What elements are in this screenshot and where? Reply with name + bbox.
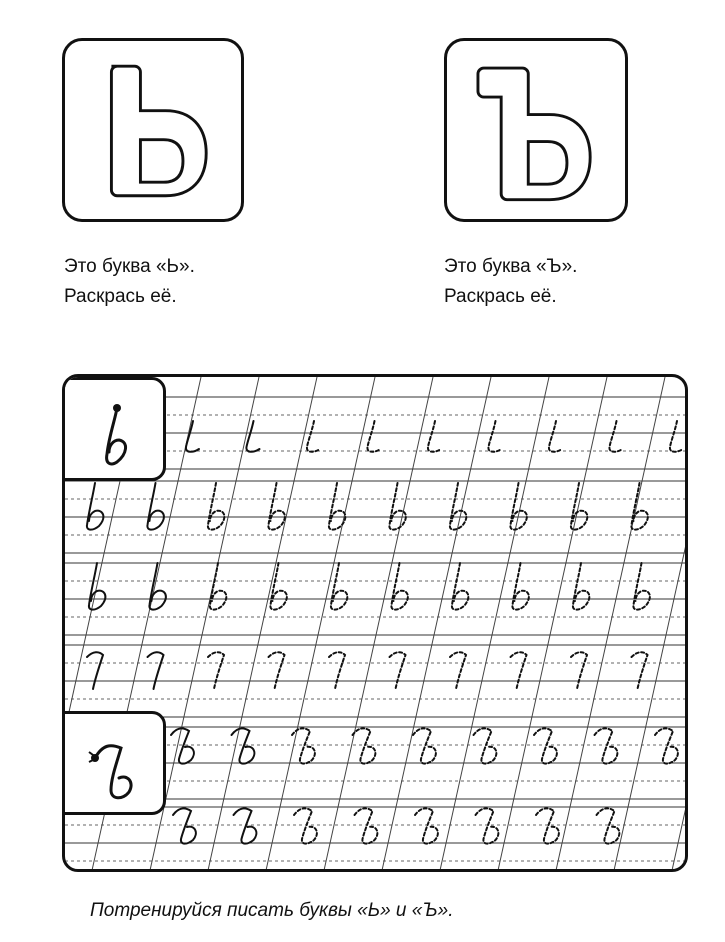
practice-glyph-soft-stroke: [428, 421, 441, 452]
practice-glyph-hard-sign: [232, 728, 255, 763]
practice-glyph-hard-sign: [474, 728, 497, 763]
practice-glyph-hard-sign: [173, 808, 196, 843]
practice-glyph-hard-stroke: [632, 652, 648, 689]
soft-sign-cursive-model-icon: [65, 380, 163, 478]
practice-glyph-hard-stroke: [450, 652, 466, 689]
practice-glyph-hard-stroke: [329, 652, 345, 689]
practice-glyph-hard-sign: [597, 808, 620, 843]
soft-sign-card: [62, 38, 244, 222]
instruction-text: Потренируйся писать буквы «Ь» и «Ъ».: [90, 900, 454, 921]
practice-glyph-hard-sign: [292, 728, 315, 763]
practice-glyph-hard-stroke: [148, 652, 164, 689]
soft-sign-caption-line1: Это буква «Ь».: [64, 256, 195, 277]
practice-glyph-hard-sign: [536, 808, 559, 843]
hard-sign-cursive-model-icon: [65, 714, 163, 812]
practice-glyph-hard-stroke: [208, 652, 224, 689]
practice-glyph-hard-stroke: [571, 652, 587, 689]
practice-glyph-soft-sign: [149, 563, 165, 610]
practice-glyph-hard-stroke: [269, 652, 285, 689]
practice-glyph-soft-sign: [633, 563, 649, 610]
soft-sign-outline-letter[interactable]: [65, 41, 241, 219]
practice-glyph-hard-sign: [534, 728, 557, 763]
hard-sign-card: [444, 38, 628, 222]
practice-glyph-hard-stroke: [511, 652, 527, 689]
soft-sign-model-tab: [62, 377, 166, 481]
practice-glyph-soft-sign: [389, 483, 405, 530]
hard-sign-model-tab: [62, 711, 166, 815]
practice-glyph-soft-stroke: [367, 421, 380, 452]
practice-glyph-soft-sign: [329, 483, 345, 530]
practice-glyph-soft-stroke: [488, 421, 501, 452]
practice-glyph-soft-sign: [512, 563, 528, 610]
practice-glyph-hard-sign: [353, 728, 376, 763]
practice-glyph-soft-stroke: [549, 421, 562, 452]
practice-glyph-hard-sign: [476, 808, 499, 843]
soft-sign-caption-line2: Раскрась её.: [64, 286, 177, 307]
practice-glyph-soft-stroke: [670, 421, 683, 452]
practice-glyph-soft-sign: [331, 563, 347, 610]
practice-glyph-soft-stroke: [609, 421, 622, 452]
practice-glyph-soft-sign: [270, 563, 286, 610]
practice-glyph-hard-sign: [413, 728, 436, 763]
practice-glyph-hard-sign: [294, 808, 317, 843]
hard-sign-outline-letter[interactable]: [447, 41, 625, 219]
hard-sign-caption: [444, 252, 577, 312]
soft-sign-caption: [64, 252, 195, 312]
practice-glyph-soft-sign: [571, 483, 587, 530]
hard-sign-caption-line1: Это буква «Ъ».: [444, 256, 578, 277]
practice-glyph-soft-sign: [452, 563, 468, 610]
practice-glyph-hard-stroke: [390, 652, 406, 689]
hard-sign-caption-line2: Раскрась её.: [444, 286, 557, 307]
practice-glyph-hard-sign: [655, 728, 678, 763]
practice-glyph-soft-sign: [147, 483, 163, 530]
practice-glyph-hard-sign: [355, 808, 378, 843]
practice-glyph-hard-stroke: [87, 652, 103, 689]
practice-glyph-soft-sign: [208, 483, 224, 530]
practice-glyph-soft-sign: [391, 563, 407, 610]
practice-glyph-hard-sign: [415, 808, 438, 843]
practice-glyph-soft-stroke: [186, 421, 199, 452]
practice-glyph-soft-sign: [210, 563, 226, 610]
practice-glyph-soft-sign: [450, 483, 466, 530]
practice-glyph-soft-sign: [268, 483, 284, 530]
practice-glyph-soft-sign: [87, 483, 103, 530]
practice-glyph-soft-sign: [573, 563, 589, 610]
practice-glyph-hard-sign: [595, 728, 618, 763]
handwriting-practice-grid[interactable]: [62, 374, 688, 872]
practice-glyph-soft-stroke: [307, 421, 320, 452]
practice-glyph-hard-sign: [234, 808, 257, 843]
